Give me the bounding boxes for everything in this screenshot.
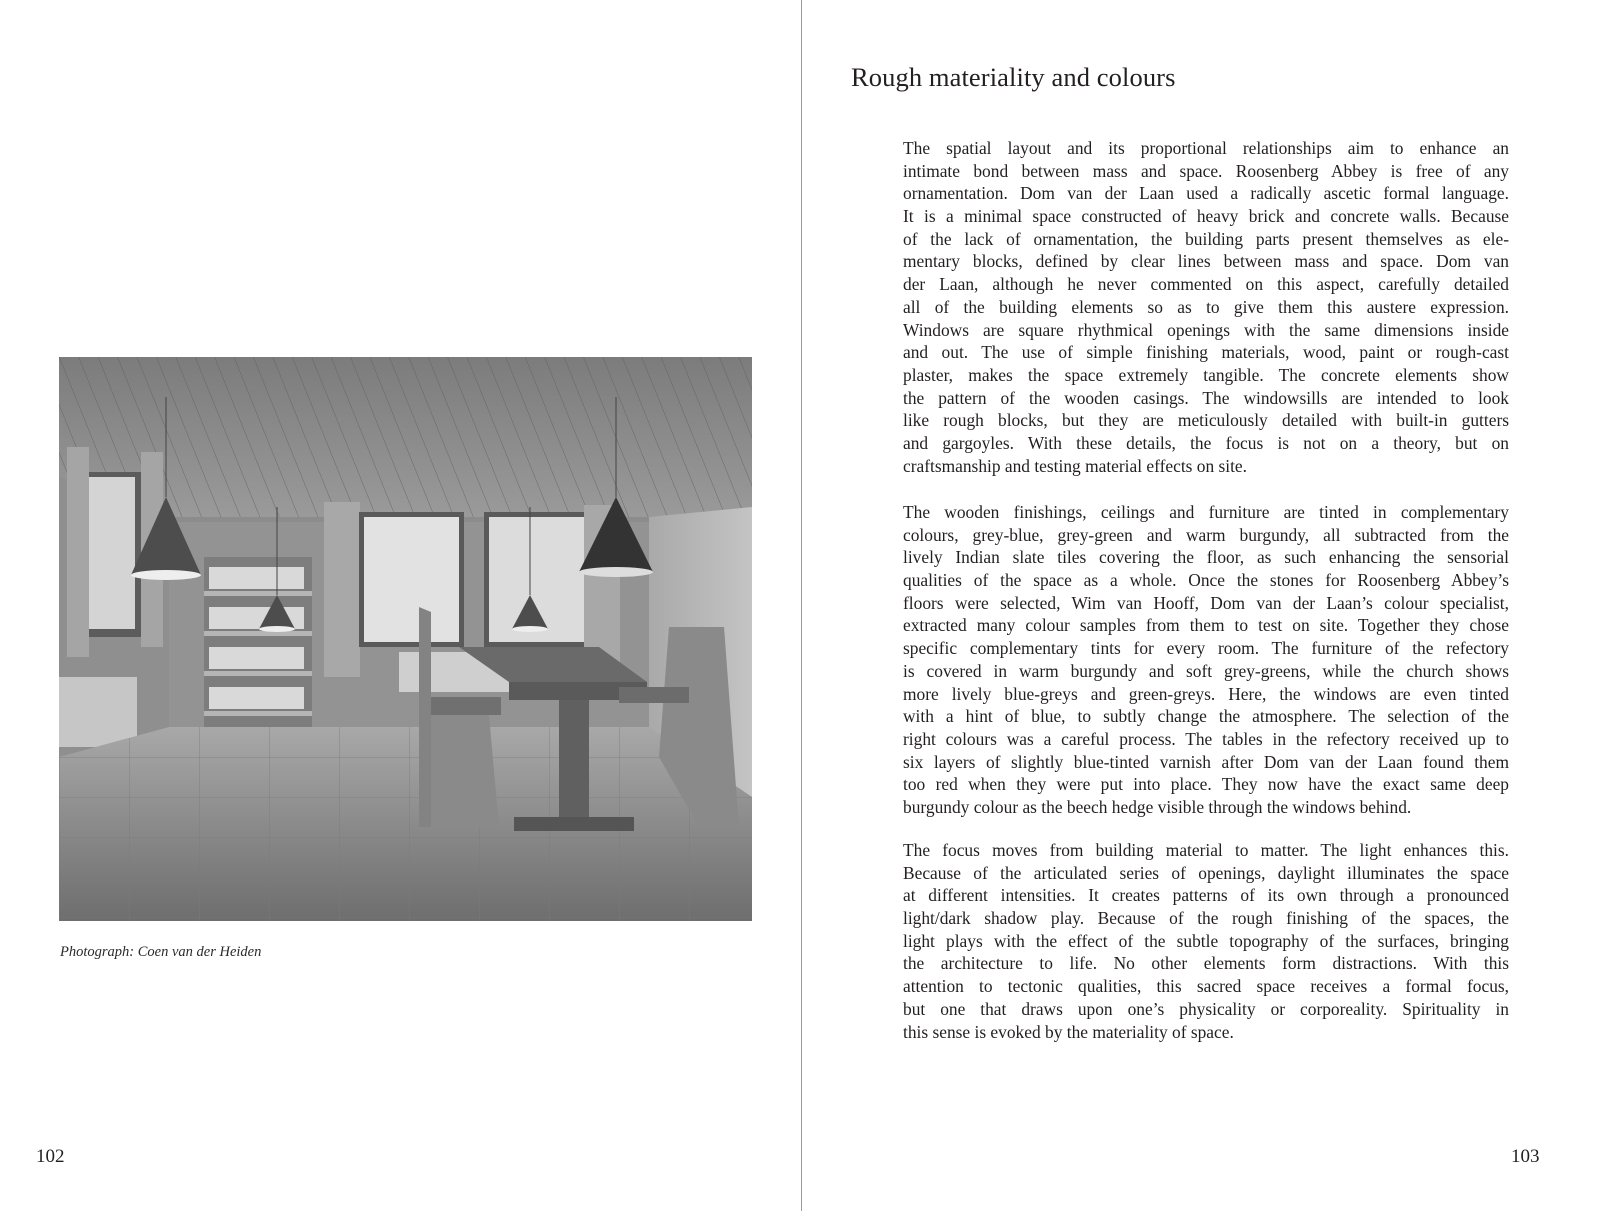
text-line: but one that draws upon one’s physicality or corporeality. Spirituality in <box>903 998 1509 1019</box>
page-number-left: 102 <box>36 1146 65 1167</box>
text-line: of the lack of ornamentation, the building parts present themselves as ele- <box>903 228 1509 249</box>
text-line: specific complementary tints for every room. The furniture of the refectory <box>903 638 1509 659</box>
paragraph-1 <box>903 137 1509 477</box>
text-line: The spatial layout and its proportional relationships aim to enhance an <box>903 138 1509 158</box>
refectory-photograph <box>59 357 752 921</box>
text-line: the pattern of the wooden casings. The windowsills are intended to look <box>903 387 1509 408</box>
text-line: plaster, makes the space extremely tangible. The concrete elements show <box>903 364 1509 385</box>
text-line: The focus moves from building material to matter. The light enhances this. <box>903 840 1509 860</box>
text-line: It is a minimal space constructed of heavy brick and concrete walls. Because <box>903 206 1509 227</box>
page-number-right: 103 <box>1511 1146 1540 1167</box>
photo-caption: Photograph: Coen van der Heiden <box>60 944 262 960</box>
text-line: like rough blocks, but they are meticulously detailed with built-in gutters <box>903 410 1509 431</box>
text-line: right colours was a careful process. The tables in the refectory received up to <box>903 728 1509 749</box>
text-line: qualities of the space as a whole. Once the stones for Roosenberg Abbey’s <box>903 570 1509 591</box>
section-title: Rough materiality and colours <box>851 62 1176 92</box>
text-line: all of the building elements so as to give them this austere expression. <box>903 296 1509 317</box>
text-line: der Laan, although he never commented on this aspect, carefully detailed <box>903 274 1509 295</box>
paragraph-3 <box>903 839 1509 1043</box>
text-line: this sense is evoked by the materiality of space. <box>903 1021 1234 1042</box>
text-line: at different intensities. It creates patterns of its own through a pronounced <box>903 885 1509 906</box>
text-line: and out. The use of simple finishing materials, wood, paint or rough-cast <box>903 342 1509 363</box>
text-line: craftsmanship and testing material effects on site. <box>903 455 1247 476</box>
text-line: colours, grey-blue, grey-green and warm burgundy, all subtracted from the <box>903 524 1509 545</box>
text-line: too red when they were put into place. They now have the exact same deep <box>903 774 1509 795</box>
text-line: mentary blocks, defined by clear lines between mass and space. Dom van <box>903 251 1509 272</box>
photo-illustration <box>59 357 752 921</box>
text-line: light plays with the effect of the subtle topography of the surfaces, bringing <box>903 930 1509 951</box>
text-line: with a hint of blue, to subtly change the atmosphere. The selection of the <box>903 706 1509 727</box>
text-line: intimate bond between mass and space. Roosenberg Abbey is free of any <box>903 160 1509 181</box>
text-line: Windows are square rhythmical openings with the same dimensions inside <box>903 319 1509 340</box>
text-line: ornamentation. Dom van der Laan used a radically ascetic formal language. <box>903 183 1509 204</box>
text-line: extracted many colour samples from them to test on site. Together they chose <box>903 615 1509 636</box>
text-line: floors were selected, Wim van Hooff, Dom van der Laan’s colour specialist, <box>903 592 1509 613</box>
text-line: lively Indian slate tiles covering the floor, as such enhancing the sensorial <box>903 547 1509 568</box>
text-line: The wooden finishings, ceilings and furniture are tinted in complementary <box>903 502 1509 522</box>
text-line: six layers of slightly blue-tinted varnish after Dom van der Laan found them <box>903 751 1509 772</box>
text-line: and gargoyles. With these details, the focus is not on a theory, but on <box>903 432 1509 453</box>
text-line: Because of the articulated series of openings, daylight illuminates the space <box>903 862 1509 883</box>
text-line: burgundy colour as the beech hedge visible through the windows behind. <box>903 796 1412 817</box>
page-gutter-divider <box>801 0 802 1211</box>
text-line: is covered in warm burgundy and soft grey-greens, while the church shows <box>903 660 1509 681</box>
text-line: light/dark shadow play. Because of the rough finishing of the spaces, the <box>903 908 1509 929</box>
text-line: more lively blue-greys and green-greys. Here, the windows are even tinted <box>903 683 1509 704</box>
paragraph-2 <box>903 501 1509 819</box>
text-line: the architecture to life. No other elements form distractions. With this <box>903 953 1509 974</box>
text-line: attention to tectonic qualities, this sacred space receives a formal focus, <box>903 976 1509 997</box>
